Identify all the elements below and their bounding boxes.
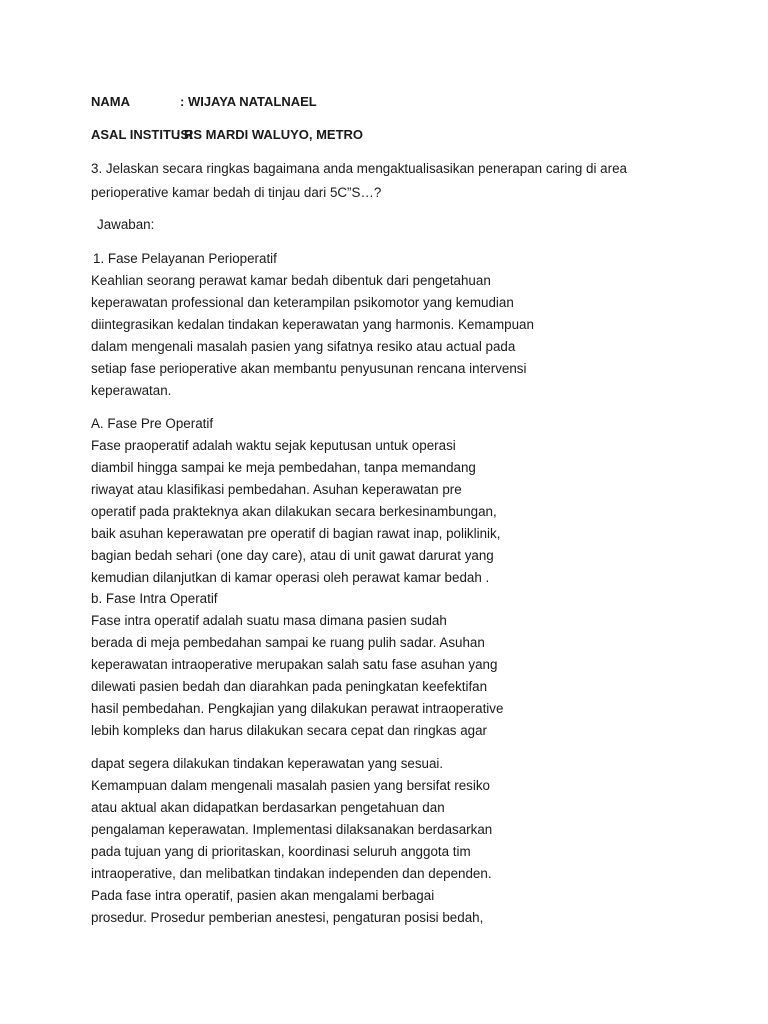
paragraph-line: lebih kompleks dan harus dilakukan secara cepat dan ringkas agar bbox=[91, 723, 488, 738]
institusi-label: ASAL INSTITUSI bbox=[91, 127, 193, 142]
paragraph-line: Keahlian seorang perawat kamar bedah dibentuk dari pengetahuan bbox=[91, 273, 491, 288]
section-title: b. Fase Intra Operatif bbox=[91, 591, 218, 606]
paragraph-line: setiap fase perioperative akan membantu penyusunan rencana intervensi bbox=[91, 361, 527, 376]
paragraph-line: keperawatan professional dan keterampilan psikomotor yang kemudian bbox=[91, 295, 514, 310]
paragraph-line: baik asuhan keperawatan pre operatif di bagian rawat inap, poliklinik, bbox=[91, 526, 501, 541]
paragraph-line: dapat segera dilakukan tindakan keperawatan yang sesuai. bbox=[91, 756, 444, 771]
paragraph-line: Kemampuan dalam mengenali masalah pasien yang bersifat resiko bbox=[91, 778, 490, 793]
paragraph-line: keperawatan intraoperative merupakan salah satu fase asuhan yang bbox=[91, 657, 498, 672]
paragraph-line: dilewati pasien bedah dan diarahkan pada peningkatan keefektifan bbox=[91, 679, 488, 694]
paragraph-line: hasil pembedahan. Pengkajian yang dilakukan perawat intraoperative bbox=[91, 701, 504, 716]
institusi-value: : RS MARDI WALUYO, METRO bbox=[176, 127, 364, 142]
section-title: 1. Fase Pelayanan Perioperatif bbox=[93, 251, 277, 266]
paragraph-line: berada di meja pembedahan sampai ke ruang pulih sadar. Asuhan bbox=[91, 635, 485, 650]
paragraph-line: riwayat atau klasifikasi pembedahan. Asuhan keperawatan pre bbox=[91, 482, 462, 497]
paragraph-line: bagian bedah sehari (one day care), atau di unit gawat darurat yang bbox=[91, 548, 494, 563]
paragraph-line: intraoperative, dan melibatkan tindakan independen dan dependen. bbox=[91, 866, 492, 881]
paragraph-line: Fase praoperatif adalah waktu sejak keputusan untuk operasi bbox=[91, 438, 456, 453]
paragraph-line: diintegrasikan kedalan tindakan keperawatan yang harmonis. Kemampuan bbox=[91, 317, 534, 332]
paragraph-line: atau aktual akan didapatkan berdasarkan pengetahuan dan bbox=[91, 800, 445, 815]
nama-value: : WIJAYA NATALNAEL bbox=[180, 94, 317, 109]
section-title: A. Fase Pre Operatif bbox=[91, 416, 214, 431]
nama-label: NAMA bbox=[91, 94, 130, 109]
paragraph-line: Pada fase intra operatif, pasien akan mengalami berbagai bbox=[91, 888, 435, 903]
question-line: perioperative kamar bedah di tinjau dari 5C”S…? bbox=[91, 185, 382, 200]
paragraph-line: keperawatan. bbox=[91, 383, 172, 398]
paragraph-line: Fase intra operatif adalah suatu masa dimana pasien sudah bbox=[91, 613, 447, 628]
paragraph-line: prosedur. Prosedur pemberian anestesi, pengaturan posisi bedah, bbox=[91, 910, 484, 925]
paragraph-line: pengalaman keperawatan. Implementasi dilaksanakan berdasarkan bbox=[91, 822, 493, 837]
answer-label: Jawaban: bbox=[97, 217, 155, 232]
paragraph-line: operatif pada prakteknya akan dilakukan secara berkesinambungan, bbox=[91, 504, 497, 519]
paragraph-line: diambil hingga sampai ke meja pembedahan, tanpa memandang bbox=[91, 460, 476, 475]
paragraph-line: pada tujuan yang di prioritaskan, koordinasi seluruh anggota tim bbox=[91, 844, 471, 859]
paragraph-line: dalam mengenali masalah pasien yang sifatnya resiko atau actual pada bbox=[91, 339, 516, 354]
question-line: 3. Jelaskan secara ringkas bagaimana anda mengaktualisasikan penerapan caring di area bbox=[91, 161, 627, 176]
paragraph-line: kemudian dilanjutkan di kamar operasi oleh perawat kamar bedah . bbox=[91, 570, 490, 585]
